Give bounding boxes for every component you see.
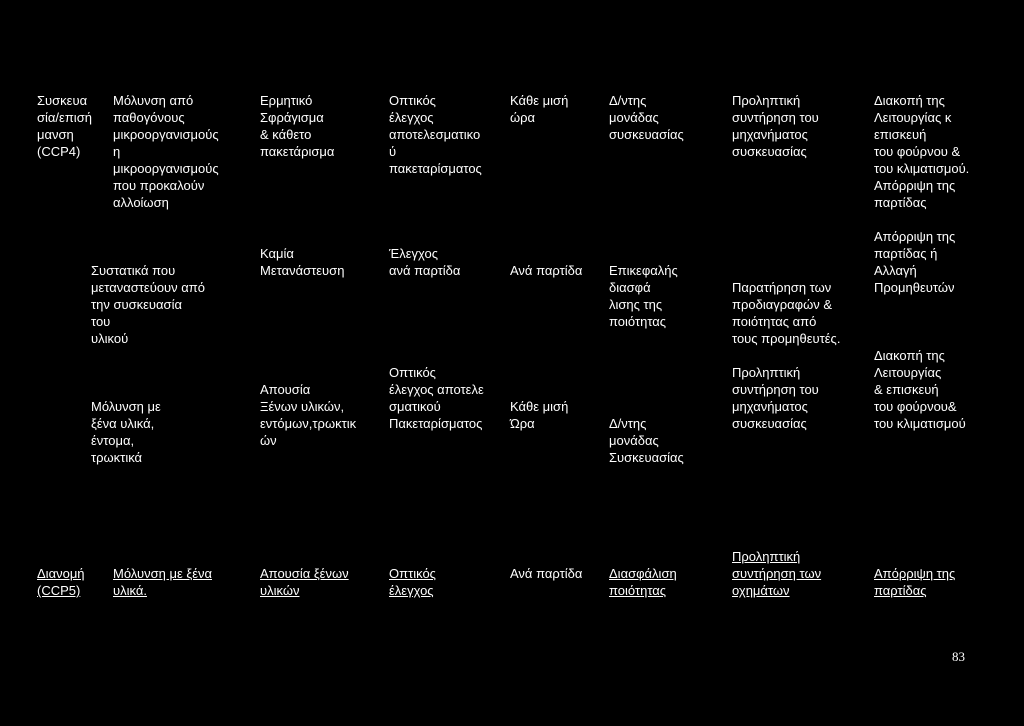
ingredients-hazard-cell: Συστατικά που μεταναστεύουν από την συσκευασία του υλικού [91,263,205,346]
ingredients-limit-cell: Καμία Μετανάστευση [260,246,345,278]
foreign-frequency-cell: Κάθε μισή Ώρα [510,399,569,431]
foreign-limit-cell: Απουσία Ξένων υλικών, εντόμων,τρωκτικ ών [260,382,357,448]
foreign-monitoring-cell: Οπτικός έλεγχος αποτελε σματικού Πακεταρίσματος [389,365,484,431]
ingredients-prevention-cell: Παρατήρηση των προδιαγραφών & ποιότητας από τους προμηθευτές. [732,280,841,346]
ccp5-prevention-cell: Προληπτική συντήρηση των οχημάτων [732,549,822,598]
ccp5-responsible-cell: Διασφάλιση ποιότητας [609,566,677,598]
ccp5-corrective-cell: Απόρριψη της παρτίδας [874,566,956,598]
foreign-hazard-cell: Μόλυνση με ξένα υλικά, έντομα, τρωκτικά [91,399,161,465]
ccp4-hazard-cell: Μόλυνση από παθογόνους μικροοργανισμούς η μικροοργανισμούς που προκαλούν αλλοίωση [113,93,219,210]
ccp4-step-cell: Συσκευα σία/επισή μανση (CCP4) [37,93,92,159]
ccp4-monitoring-cell: Οπτικός έλεγχος αποτελεσματικο ύ πακεταρίσματος [389,93,482,176]
ccp4-responsible-cell: Δ/ντης μονάδας συσκευασίας [609,93,684,142]
ccp5-monitoring-cell: Οπτικός έλεγχος [389,566,436,598]
ccp5-hazard-cell: Μόλυνση με ξένα υλικά. [113,566,213,598]
ingredients-corrective-cell: Απόρριψη της παρτίδας ή Αλλαγή Προμηθευτών [874,229,956,295]
ccp4-frequency-cell: Κάθε μισή ώρα [510,93,569,125]
ccp5-limit-cell: Απουσία ξένων υλικών [260,566,349,598]
ingredients-monitoring-cell: Έλεγχος ανά παρτίδα [389,246,461,278]
page-number: 83 [952,649,965,664]
foreign-responsible-cell: Δ/ντης μονάδας Συσκευασίας [609,416,684,465]
ingredients-responsible-cell: Επικεφαλής διασφά λισης της ποιότητας [609,263,678,329]
foreign-prevention-cell: Προληπτική συντήρηση του μηχανήματος συσκευασίας [732,365,819,431]
foreign-corrective-cell: Διακοπή της Λειτουργίας & επισκευή του φούρνου& του κλιματισμού [874,348,966,431]
ccp5-frequency-cell: Ανά παρτίδα [510,566,583,581]
ccp5-step-cell: Διανομή (CCP5) [37,566,85,598]
ccp4-prevention-cell: Προληπτική συντήρηση του μηχανήματος συσκευασίας [732,93,819,159]
ccp4-limit-cell: Ερμητικό Σφράγισμα & κάθετο πακετάρισμα [260,93,335,159]
ccp4-corrective-cell: Διακοπή της Λειτουργίας κ επισκευή του φούρνου & του κλιματισμού. Απόρριψη της παρτίδας [874,93,970,210]
ingredients-frequency-cell: Ανά παρτίδα [510,263,583,278]
